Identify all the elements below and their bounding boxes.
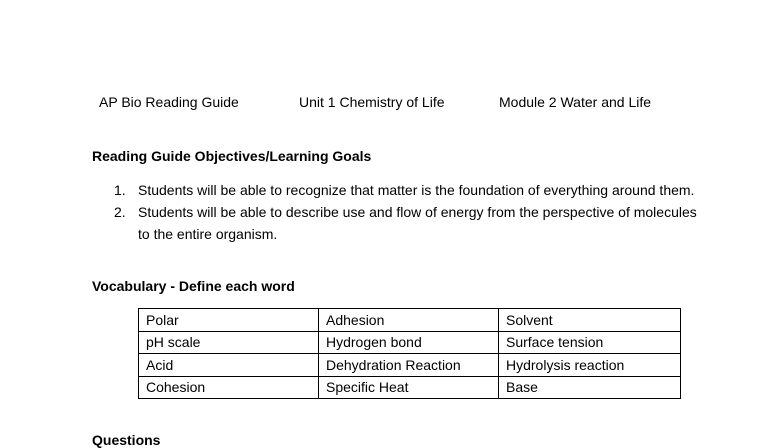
table-cell: Polar bbox=[139, 309, 319, 332]
table-cell: Acid bbox=[139, 354, 319, 377]
table-cell: Specific Heat bbox=[319, 376, 499, 399]
vocabulary-heading: Vocabulary - Define each word bbox=[92, 278, 295, 294]
vocabulary-table bbox=[138, 308, 681, 399]
list-item-number: 1. bbox=[114, 182, 126, 198]
list-item-text: Students will be able to recognize that matter is the foundation of everything around them. bbox=[138, 182, 695, 198]
list-item-text: Students will be able to describe use and flow of energy from the perspective of molecules to the entire organism. bbox=[138, 204, 697, 242]
unit-title: Unit 1 Chemistry of Life bbox=[299, 94, 445, 110]
list-item bbox=[114, 201, 698, 245]
table-row bbox=[139, 309, 681, 332]
questions-heading: Questions bbox=[92, 432, 161, 448]
table-cell: pH scale bbox=[139, 331, 319, 354]
table-cell: Base bbox=[499, 376, 681, 399]
course-title: AP Bio Reading Guide bbox=[99, 94, 239, 110]
list-item bbox=[114, 179, 698, 201]
table-row bbox=[139, 376, 681, 399]
table-row bbox=[139, 331, 681, 354]
objectives-list bbox=[114, 179, 698, 245]
module-title: Module 2 Water and Life bbox=[499, 94, 652, 110]
objectives-heading: Reading Guide Objectives/Learning Goals bbox=[92, 148, 372, 164]
table-cell: Cohesion bbox=[139, 376, 319, 399]
table-row bbox=[139, 354, 681, 377]
table-cell: Hydrolysis reaction bbox=[499, 354, 681, 377]
list-item-number: 2. bbox=[114, 204, 126, 220]
table-cell: Adhesion bbox=[319, 309, 499, 332]
table-cell: Solvent bbox=[499, 309, 681, 332]
table-cell: Surface tension bbox=[499, 331, 681, 354]
table-cell: Dehydration Reaction bbox=[319, 354, 499, 377]
table-cell: Hydrogen bond bbox=[319, 331, 499, 354]
